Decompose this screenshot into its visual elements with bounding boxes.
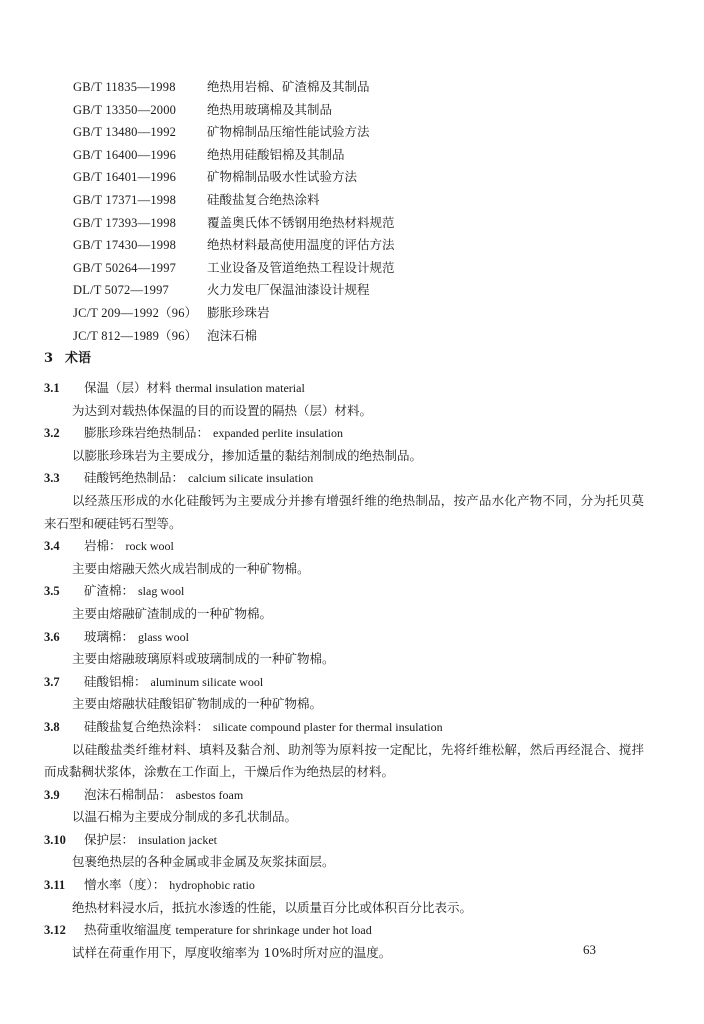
terms-list [44,377,644,964]
term-heading [44,535,644,558]
term-name-en: calcium silicate insulation [188,471,314,486]
standard-title: 覆盖奥氏体不锈钢用绝热材料规范 [207,214,395,230]
term-name-en: temperature for shrinkage under hot load [175,923,372,938]
standard-code: GB/T 17393—1998 [73,215,177,230]
term-definition: 主要由熔融状硅酸铝矿物制成的一种矿物棉。 [72,696,323,712]
term-name-en: silicate compound plaster for thermal insulation [213,719,443,734]
term-heading [44,784,644,807]
term-entry [44,422,644,467]
standard-title: 硅酸盐复合绝热涂料 [207,191,320,207]
term-name-en: asbestos foam [175,787,244,802]
term-number: 3.4 [44,539,60,554]
term-heading [44,422,644,445]
term-entry [44,919,644,964]
term-heading [44,716,644,739]
standard-code: GB/T 13350—2000 [73,102,177,117]
term-definition: 以经蒸压形成的水化硅酸钙为主要成分并掺有增强纤维的绝热制品，按产品水化产物不同，分为托贝莫来石型和硬硅钙石型等。 [44,492,644,531]
standard-item [73,144,633,167]
term-entry [44,671,644,716]
standard-title: 工业设备及管道绝热工程设计规范 [207,259,395,275]
standard-title: 矿物棉制品压缩性能试验方法 [207,124,370,140]
term-name-en: thermal insulation material [175,381,305,395]
standard-title: 火力发电厂保温油漆设计规程 [207,282,370,298]
term-number: 3.9 [44,787,60,802]
term-name-en: hydrophobic ratio [169,878,255,893]
term-number: 3.6 [44,629,60,644]
standard-title: 矿物棉制品吸水性试验方法 [207,169,358,185]
standard-item [73,279,633,302]
term-heading [44,671,644,694]
term-definition: 试样在荷重作用下，厚度收缩率为 10%时所对应的温度。 [72,944,392,960]
term-heading [44,467,644,490]
term-number: 3.7 [44,674,60,689]
term-number: 3.12 [44,923,66,938]
term-definition: 主要由熔融玻璃原料或玻璃制成的一种矿物棉。 [72,651,335,667]
term-name-cn: 泡沫石棉制品： [84,786,172,802]
standard-item [73,234,633,257]
term-entry [44,716,644,784]
term-name-en: glass wool [138,629,189,644]
term-entry [44,467,644,535]
standard-code: GB/T 16401—1996 [73,170,177,185]
term-name-en: expanded perlite insulation [213,426,343,441]
standard-code: GB/T 13480—1992 [73,125,177,140]
term-number: 3.11 [44,878,66,893]
term-definition: 以膨胀珍珠岩为主要成分，掺加适量的黏结剂制成的绝热制品。 [72,447,423,463]
page-number: 63 [583,942,596,957]
standards-list [73,76,633,347]
term-name-cn: 热荷重收缩温度 [84,922,172,938]
term-name-en: slag wool [138,584,185,599]
term-name-en: insulation jacket [138,832,217,847]
section-number: 3 [44,351,54,366]
term-definition: 包裹绝热层的各种金属或非金属及灰浆抹面层。 [72,854,335,870]
term-heading [44,626,644,649]
term-entry [44,784,644,829]
term-name-cn: 矿渣棉： [84,583,135,599]
term-heading [44,580,644,603]
term-name-cn: 硅酸钙绝热制品： [84,470,185,486]
term-name-en: aluminum silicate wool [150,674,264,689]
standard-item [73,302,633,325]
standard-item [73,76,633,99]
standard-title: 绝热材料最高使用温度的评估方法 [207,237,395,253]
standard-title: 绝热用硅酸铝棉及其制品 [207,146,345,162]
term-name-cn: 膨胀珍珠岩绝热制品： [84,425,210,441]
standard-item [73,121,633,144]
standard-code: JC/T 812—1989（96） [73,328,198,343]
term-definition: 主要由熔融矿渣制成的一种矿物棉。 [72,605,273,621]
standard-code: JC/T 209—1992（96） [73,305,198,320]
term-name-cn: 硅酸铝棉： [84,673,147,689]
standard-item [73,189,633,212]
term-heading [44,919,644,942]
standard-title: 绝热用玻璃棉及其制品 [207,101,333,117]
term-name-cn: 憎水率（度）： [84,877,166,893]
term-entry [44,580,644,625]
section-title: 术语 [65,351,92,366]
term-number: 3.2 [44,426,60,441]
term-number: 3.10 [44,832,66,847]
term-entry [44,874,644,919]
term-name-cn: 保护层： [84,831,135,847]
term-definition: 主要由熔融天然火成岩制成的一种矿物棉。 [72,560,310,576]
term-number: 3.5 [44,584,60,599]
term-number: 3.1 [44,381,60,395]
standard-item [73,212,633,235]
standard-code: GB/T 50264—1997 [73,260,177,275]
term-entry [44,535,644,580]
term-heading [44,874,644,897]
term-name-cn: 保温（层）材料 [84,380,172,395]
standard-item [73,166,633,189]
standard-title: 绝热用岩棉、矿渣棉及其制品 [207,79,370,94]
term-heading [44,829,644,852]
term-entry [44,626,644,671]
standard-item [73,257,633,280]
term-name-en: rock wool [125,539,174,554]
standard-code: DL/T 5072—1997 [73,283,169,298]
section-heading [44,347,91,366]
standard-item [73,99,633,122]
term-definition: 为达到对载热体保温的目的而设置的隔热（层）材料。 [72,402,373,418]
term-name-cn: 硅酸盐复合绝热涂料： [84,718,210,734]
standard-title: 泡沫石棉 [207,327,258,343]
term-definition: 以温石棉为主要成分制成的多孔状制品。 [72,809,298,825]
term-name-cn: 玻璃棉： [84,628,135,644]
standard-code: GB/T 16400—1996 [73,147,177,162]
standard-code: GB/T 17371—1998 [73,192,177,207]
term-entry [44,829,644,874]
term-heading [44,377,644,400]
standard-code: GB/T 11835—1998 [73,80,176,94]
term-definition: 以硅酸盐类纤维材料、填料及黏合剂、助剂等为原料按一定配比，先将纤维松解，然后再经混合、搅拌而成黏稠状浆体，涂敷在工作面上，干燥后作为绝热层的材料。 [44,741,644,780]
term-number: 3.3 [44,471,60,486]
term-name-cn: 岩棉： [84,538,122,554]
term-number: 3.8 [44,719,60,734]
standard-code: GB/T 17430—1998 [73,238,177,253]
standard-title: 膨胀珍珠岩 [207,304,270,320]
standard-item [73,325,633,348]
term-definition: 绝热材料浸水后，抵抗水渗透的性能，以质量百分比或体积百分比表示。 [72,899,473,915]
term-entry [44,377,644,422]
